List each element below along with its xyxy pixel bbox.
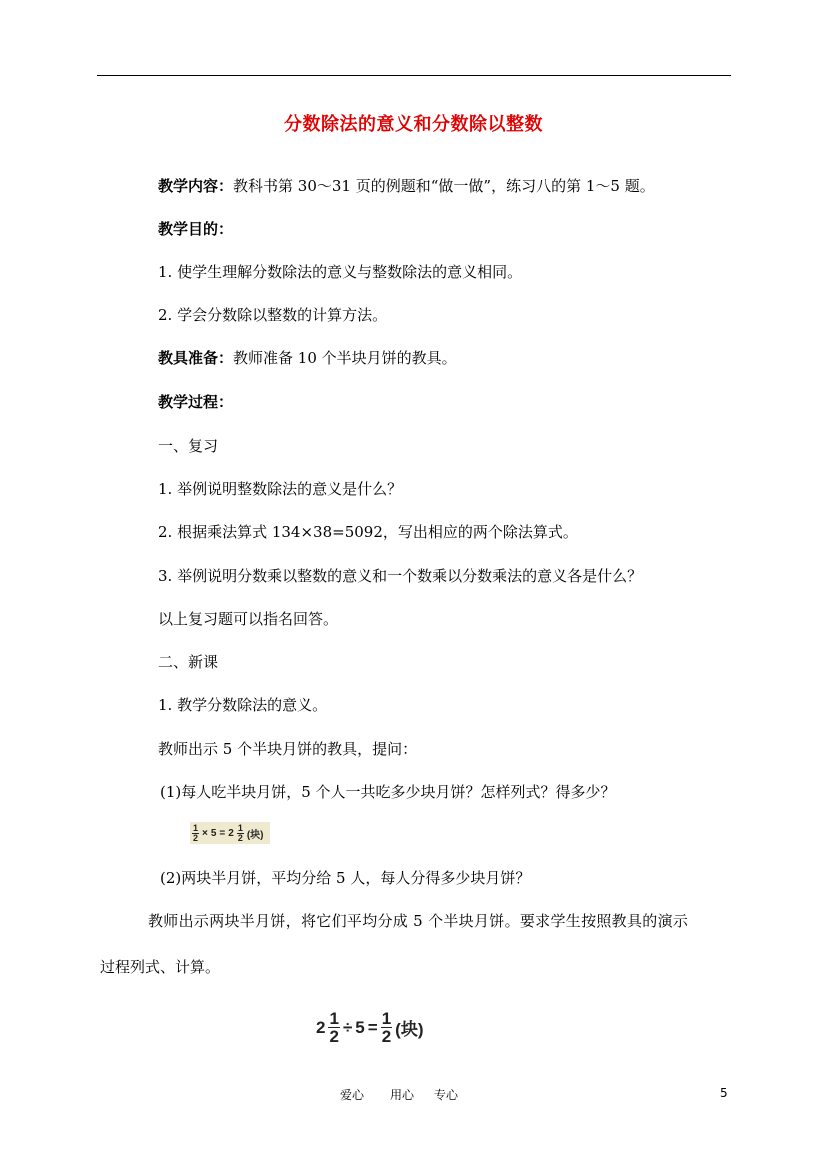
- review-item-3: 3. 举例说明分数乘以整数的意义和一个数乘以分数乘法的意义各是什么？: [158, 567, 643, 585]
- formula-division: 2 $\frac{1}{2}$ ÷ 5 = $\frac{1}{2}$ (块): [316, 1009, 424, 1046]
- review-heading: 一、复习: [158, 437, 219, 455]
- question-1: (1)每人吃半块月饼，5 个人一共吃多少块月饼？怎样列式？得多少？: [160, 783, 616, 801]
- new-lesson-item-1: 1. 教学分数除法的意义。: [158, 696, 328, 714]
- teaching-content-line: [158, 176, 655, 196]
- paragraph-line-1: 教师出示两块半月饼，将它们平均分成 5 个半块月饼。要求学生按照教具的演示: [148, 912, 689, 930]
- footer-text-3: 专心: [434, 1088, 459, 1102]
- footer-text-1: 爱心: [340, 1088, 365, 1102]
- footer-text-2: 用心: [390, 1088, 415, 1102]
- prep-label: 教具准备：: [158, 349, 234, 367]
- goals-label: 教学目的：: [158, 220, 234, 238]
- page-number: 5: [720, 1086, 728, 1100]
- review-note: 以上复习题可以指名回答。: [158, 610, 339, 628]
- review-item-2: 2. 根据乘法算式 134×38=5092，写出相应的两个除法算式。: [158, 523, 578, 541]
- teacher-show-text: 教师出示 5 个半块月饼的教具，提问：: [158, 740, 418, 758]
- page-title: 分数除法的意义和分数除以整数: [284, 114, 543, 135]
- teaching-content-text: 教科书第 30～31 页的例题和“做一做”，练习八的第 1～5 题。: [233, 177, 655, 195]
- formula-multiplication: $\frac{1}{2}$ × 5 = 2 $\frac{1}{2}$ (块): [190, 822, 270, 844]
- review-item-1: 1. 举例说明整数除法的意义是什么？: [158, 480, 403, 498]
- prep-line: [158, 348, 457, 368]
- goal-1: 1. 使学生理解分数除法的意义与整数除法的意义相同。: [158, 263, 523, 281]
- paragraph-line-2: 过程列式、计算。: [100, 958, 221, 976]
- formula2-result-fraction: $\frac{1}{2}$: [381, 1009, 392, 1046]
- formula1-result-fraction: $\frac{1}{2}$: [237, 822, 243, 843]
- question-2: (2)两块半月饼，平均分给 5 人，每人分得多少块月饼？: [160, 869, 531, 887]
- formula2-fraction: $\frac{1}{2}$: [329, 1009, 339, 1046]
- header-rule: [97, 75, 731, 76]
- prep-text: 教师准备 10 个半块月饼的教具。: [233, 349, 457, 367]
- goal-2: 2. 学会分数除以整数的计算方法。: [158, 306, 388, 324]
- new-lesson-heading: 二、新课: [158, 653, 219, 671]
- teaching-content-label: 教学内容：: [158, 177, 234, 195]
- process-label: 教学过程：: [158, 393, 234, 411]
- formula1-fraction: $\frac{1}{2}$: [193, 822, 199, 843]
